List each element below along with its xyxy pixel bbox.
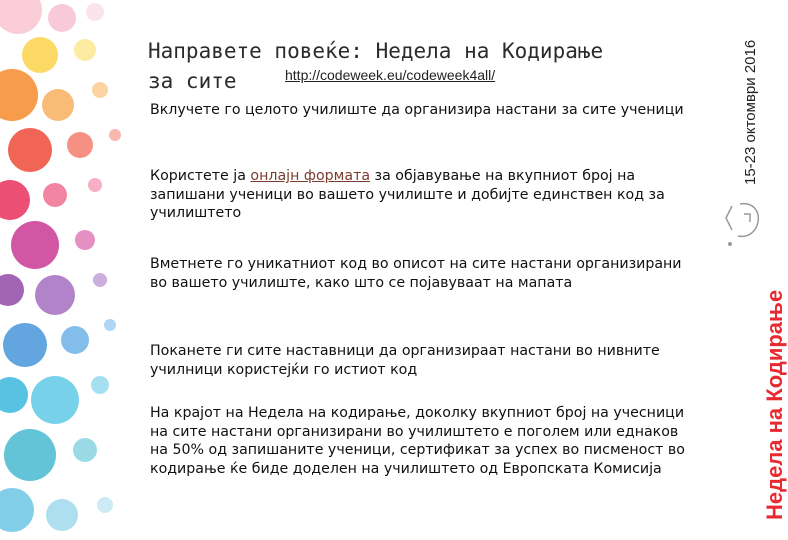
title-line-1: Направете повеќе: Недела на Кодирање: [148, 39, 604, 63]
brand-logo-text: Недела на Кодирање: [762, 289, 787, 520]
online-form-link[interactable]: онлајн формата: [250, 168, 371, 184]
title-line-2: за сите: [148, 69, 237, 93]
decorative-dots: [0, 0, 140, 540]
event-date-text: 15-23 октомври 2016: [742, 39, 759, 185]
paragraph-insert-code: Вметнете го уникатниот код во описот на сите настани организирани во вашето училиште, како што се појавуваат на мапата: [150, 256, 682, 291]
paragraph-online-form-text-1: Користете ја: [150, 168, 251, 184]
paragraph-online-form-text-2: за објавување на вкупниот број на запишани ученици во вашето училиште и добијте единствен код за училиштето: [150, 168, 665, 221]
paragraph-certificate: На крајот на Недела на кодирање, доколку вкупниот број на учесници на сите настани организирани во училиштето е поголем или еднаков на 50% од запишаните ученици, сертификат за успех во писменост во кодирање ќе биде доделен на училиштето од Европската Комисија: [150, 405, 685, 477]
paragraph-online-form: [150, 167, 695, 223]
codeweek4all-link[interactable]: http://codeweek.eu/codeweek4all/: [285, 67, 496, 83]
code-bracket-bag-icon: [722, 196, 772, 252]
paragraph-invite-teachers: Поканете ги сите наставници да организираат настани во нивните училници користејќи го истиот код: [150, 343, 660, 378]
paragraph-involve-school: Вклучете го целото училиште да организира настани за сите ученици: [150, 102, 684, 118]
page-title: [148, 36, 708, 96]
